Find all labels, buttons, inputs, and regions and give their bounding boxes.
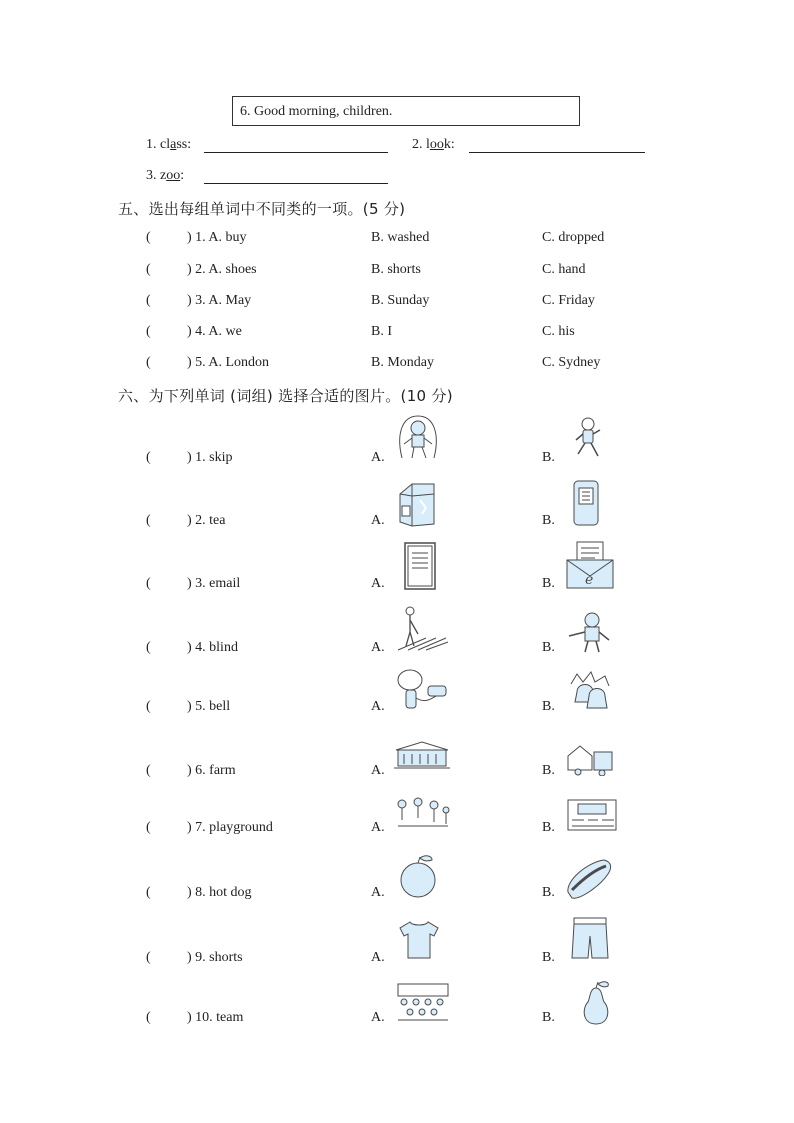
option-b-label: B. (542, 450, 555, 465)
phonics-underlined-letters: oo (429, 137, 444, 152)
option-a-label: A. (371, 699, 385, 714)
phonics-prefix: z (160, 168, 167, 183)
boxed-sentence: 6. Good morning, children. (232, 96, 580, 126)
question-text: ) 3. A. May (187, 293, 252, 308)
word-text: ) 4. blind (187, 640, 238, 655)
answer-bracket-open[interactable]: ( (146, 950, 151, 965)
phonics-suffix: ss: (176, 137, 192, 152)
phonics-number: 1. (146, 137, 160, 152)
option-b: B. Monday (371, 355, 434, 370)
phonics-item-3 (146, 168, 184, 184)
answer-bracket-open[interactable]: ( (146, 640, 151, 655)
farm-scene-icon[interactable] (564, 740, 616, 776)
answer-bracket-open[interactable]: ( (146, 293, 151, 308)
phonics-prefix: l (426, 137, 430, 152)
answer-line-3[interactable] (204, 183, 388, 184)
team-photo-icon[interactable] (394, 982, 452, 1024)
answer-line-2[interactable] (469, 152, 645, 153)
answer-bracket-open[interactable]: ( (146, 576, 151, 591)
word-text: ) 5. bell (187, 699, 231, 714)
kids-playground-icon[interactable] (394, 796, 452, 832)
option-b-label: B. (542, 820, 555, 835)
option-a-label: A. (371, 1010, 385, 1025)
tea-can-icon[interactable] (571, 478, 601, 528)
answer-bracket-open[interactable]: ( (146, 820, 151, 835)
option-c: C. his (542, 324, 575, 339)
running-kid-icon[interactable] (570, 416, 606, 462)
milk-carton-icon[interactable] (396, 478, 438, 528)
phonics-suffix: k: (443, 137, 455, 152)
question-text: ) 4. A. we (187, 324, 242, 339)
blind-person-crossing-icon[interactable] (396, 606, 450, 652)
school-building-icon[interactable] (394, 740, 450, 770)
word-text: ) 2. tea (187, 513, 226, 528)
option-a-label: A. (371, 763, 385, 778)
t-shirt-icon[interactable] (396, 920, 442, 960)
phonics-prefix: cl (160, 137, 171, 152)
orange-icon[interactable] (398, 852, 438, 900)
option-a-label: A. (371, 950, 385, 965)
word-text: ) 3. email (187, 576, 241, 591)
christmas-bells-icon[interactable] (565, 670, 615, 714)
e-envelope-icon[interactable] (565, 540, 615, 590)
option-c: C. dropped (542, 230, 605, 245)
answer-bracket-open[interactable]: ( (146, 699, 151, 714)
option-b-label: B. (542, 513, 555, 528)
option-c: C. Sydney (542, 355, 601, 370)
answer-bracket-open[interactable]: ( (146, 885, 151, 900)
phonics-number: 3. (146, 168, 160, 183)
phonics-underlined-letters: a (170, 137, 177, 152)
option-b-label: B. (542, 763, 555, 778)
menu-board-icon[interactable] (403, 541, 437, 591)
answer-bracket-open[interactable]: ( (146, 262, 151, 277)
word-text: ) 8. hot dog (187, 885, 252, 900)
option-b-label: B. (542, 1010, 555, 1025)
option-b: B. Sunday (371, 293, 430, 308)
phonics-suffix: : (180, 168, 185, 183)
section6-title: 六、为下列单词 (词组) 选择合适的图片。(10 分) (118, 387, 453, 405)
option-b: B. washed (371, 230, 430, 245)
question-text: ) 5. A. London (187, 355, 270, 370)
answer-bracket-open[interactable]: ( (146, 763, 151, 778)
option-b-label: B. (542, 699, 555, 714)
question-text: ) 1. A. buy (187, 230, 247, 245)
option-a-label: A. (371, 450, 385, 465)
section5-title: 五、选出每组单词中不同类的一项。(5 分) (118, 200, 406, 218)
word-text: ) 6. farm (187, 763, 236, 778)
pear-icon[interactable] (578, 980, 614, 1028)
answer-line-1[interactable] (204, 152, 388, 153)
option-c: C. hand (542, 262, 586, 277)
jump-rope-kid-icon[interactable] (396, 414, 440, 462)
word-text: ) 7. playground (187, 820, 273, 835)
phonics-item-1 (146, 137, 191, 153)
answer-bracket-open[interactable]: ( (146, 450, 151, 465)
classroom-icon[interactable] (564, 796, 620, 834)
word-text: ) 9. shorts (187, 950, 243, 965)
option-b-label: B. (542, 950, 555, 965)
answer-bracket-open[interactable]: ( (146, 324, 151, 339)
firefighter-icon[interactable] (565, 610, 615, 654)
answer-bracket-open[interactable]: ( (146, 355, 151, 370)
option-a-label: A. (371, 576, 385, 591)
answer-bracket-open[interactable]: ( (146, 230, 151, 245)
option-b: B. I (371, 324, 392, 339)
phonics-number: 2. (412, 137, 426, 152)
option-b-label: B. (542, 640, 555, 655)
option-a-label: A. (371, 513, 385, 528)
svg-text:e: e (585, 572, 594, 588)
option-b: B. shorts (371, 262, 421, 277)
phonics-underlined-letters: oo (166, 168, 181, 183)
answer-bracket-open[interactable]: ( (146, 1010, 151, 1025)
question-text: ) 2. A. shoes (187, 262, 257, 277)
word-text: ) 1. skip (187, 450, 233, 465)
option-c: C. Friday (542, 293, 595, 308)
option-b-label: B. (542, 885, 555, 900)
option-a-label: A. (371, 885, 385, 900)
hot-dog-icon[interactable] (564, 856, 614, 902)
option-a-label: A. (371, 820, 385, 835)
option-b-label: B. (542, 576, 555, 591)
phonics-item-2 (412, 137, 455, 153)
shorts-icon[interactable] (570, 916, 610, 962)
jump-rope-icon[interactable] (396, 668, 450, 712)
word-text: ) 10. team (187, 1010, 244, 1025)
option-a-label: A. (371, 640, 385, 655)
answer-bracket-open[interactable]: ( (146, 513, 151, 528)
